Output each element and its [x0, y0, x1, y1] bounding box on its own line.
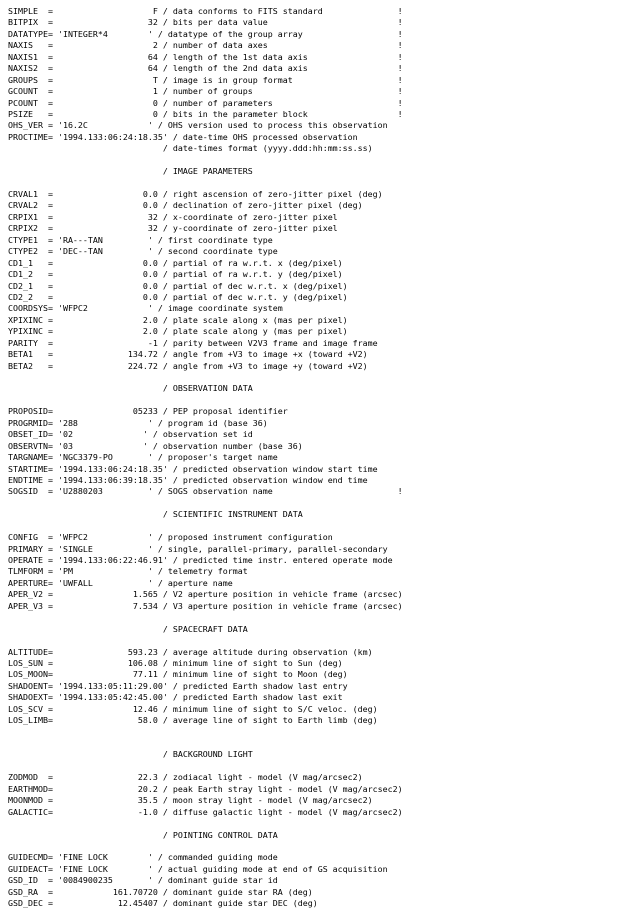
header-line: BITPIX = 32 / bits per data value !: [8, 17, 403, 28]
header-line: PROPOSID= 05233 / PEP proposal identifier: [8, 406, 288, 417]
header-line: / SPACECRAFT DATA: [8, 623, 248, 634]
header-line: COORDSYS= 'WFPC2 ' / image coordinate system: [8, 303, 283, 314]
header-blank-line: [8, 155, 617, 166]
header-line: STARTIME= '1994.133:06:24:18.35' / predicted observation window start time: [8, 463, 378, 474]
header-line: NAXIS = 2 / number of data axes !: [8, 40, 403, 51]
header-blank-line: [8, 727, 617, 738]
header-line: YPIXINC = 2.0 / plate scale along y (mas per pixel): [8, 326, 348, 337]
header-line: CRPIX2 = 32 / y-coordinate of zero-jitter pixel: [8, 223, 338, 234]
header-line: APER_V3 = 7.534 / V3 aperture position in vehicle frame (arcsec): [8, 600, 403, 611]
header-blank-line: [8, 612, 617, 623]
header-blank-line: [8, 738, 617, 749]
header-line: CONFIG = 'WFPC2 ' / proposed instrument configuration: [8, 532, 333, 543]
header-blank-line: [8, 178, 617, 189]
header-line: GCOUNT = 1 / number of groups !: [8, 86, 403, 97]
header-line: PRIMARY = 'SINGLE ' / single, parallel-primary, parallel-secondary: [8, 543, 388, 554]
header-line: CRVAL2 = 0.0 / declination of zero-jitter pixel (deg): [8, 200, 363, 211]
header-line: PROCTIME= '1994.133:06:24:18.35' / date-time OHS processed observation: [8, 131, 358, 142]
header-line: BETA2 = 224.72 / angle from +V3 to image +y (toward +V2): [8, 360, 368, 371]
header-blank-line: [8, 521, 617, 532]
header-line: GALACTIC= -1.0 / diffuse galactic light - model (V mag/arcsec2): [8, 806, 403, 817]
header-line: MOONMOD = 35.5 / moon stray light - model (V mag/arcsec2): [8, 795, 373, 806]
header-line: SHADOENT= '1994.133:05:11:29.00' / predicted Earth shadow last entry: [8, 680, 348, 691]
header-line: APER_V2 = 1.565 / V2 aperture position in vehicle frame (arcsec): [8, 589, 403, 600]
header-line: CTYPE1 = 'RA---TAN ' / first coordinate type: [8, 234, 273, 245]
header-line: LOS_SCV = 12.46 / minimum line of sight to S/C veloc. (deg): [8, 703, 378, 714]
header-line: PARITY = -1 / parity between V2V3 frame and image frame: [8, 337, 378, 348]
header-line: CD2_1 = 0.0 / partial of dec w.r.t. x (deg/pixel): [8, 280, 348, 291]
header-blank-line: [8, 372, 617, 383]
header-line: NAXIS1 = 64 / length of the 1st data axis !: [8, 51, 403, 62]
header-line: TLMFORM = 'PM ' / telemetry format: [8, 566, 248, 577]
header-line: GSD_ID = '0084900235 ' / dominant guide star id: [8, 875, 278, 886]
header-line: / date-times format (yyyy.ddd:hh:mm:ss.ss): [8, 143, 373, 154]
header-line: SOGSID = 'U2880203 ' / SOGS observation name !: [8, 486, 403, 497]
header-line: PCOUNT = 0 / number of parameters !: [8, 97, 403, 108]
header-line: ENDTIME = '1994.133:06:39:18.35' / predicted observation window end time: [8, 474, 368, 485]
header-line: CD2_2 = 0.0 / partial of dec w.r.t. y (deg/pixel): [8, 291, 348, 302]
header-line: BETA1 = 134.72 / angle from +V3 to image +x (toward +V2): [8, 349, 368, 360]
header-line: ALTITUDE= 593.23 / average altitude during observation (km): [8, 646, 373, 657]
header-line: GROUPS = T / image is in group format !: [8, 74, 403, 85]
header-line: / OBSERVATION DATA: [8, 383, 253, 394]
header-line: LOS_SUN = 106.08 / minimum line of sight to Sun (deg): [8, 657, 343, 668]
header-line: / POINTING CONTROL DATA: [8, 829, 278, 840]
header-line: PSIZE = 0 / bits in the parameter block !: [8, 108, 403, 119]
header-line: DATATYPE= 'INTEGER*4 ' / datatype of the group array !: [8, 28, 403, 39]
header-line: LOS_MOON= 77.11 / minimum line of sight to Moon (deg): [8, 669, 348, 680]
header-line: GSD_DEC = 12.45407 / dominant guide star DEC (deg): [8, 898, 318, 909]
header-line: NAXIS2 = 64 / length of the 2nd data axis !: [8, 63, 403, 74]
header-line: / IMAGE PARAMETERS: [8, 166, 253, 177]
header-line: OBSERVTN= '03 ' / observation number (base 36): [8, 440, 303, 451]
header-line: GUIDEACT= 'FINE LOCK ' / actual guiding mode at end of GS acquisition: [8, 863, 388, 874]
header-line: LOS_LIMB= 58.0 / average line of sight to Earth limb (deg): [8, 715, 378, 726]
header-line: / SCIENTIFIC INSTRUMENT DATA: [8, 509, 303, 520]
header-line: TARGNAME= 'NGC3379-PO ' / proposer's target name: [8, 452, 278, 463]
header-line: EARTHMOD= 20.2 / peak Earth stray light - model (V mag/arcsec2): [8, 783, 403, 794]
header-line: / BACKGROUND LIGHT: [8, 749, 253, 760]
header-line: CD1_1 = 0.0 / partial of ra w.r.t. x (deg/pixel): [8, 257, 343, 268]
header-blank-line: [8, 498, 617, 509]
header-line: CTYPE2 = 'DEC--TAN ' / second coordinate type: [8, 246, 278, 257]
header-line: PROGRMID= '288 ' / program id (base 36): [8, 417, 268, 428]
header-line: CD1_2 = 0.0 / partial of ra w.r.t. y (deg/pixel): [8, 269, 343, 280]
header-line: APERTURE= 'UWFALL ' / aperture name: [8, 577, 233, 588]
header-blank-line: [8, 761, 617, 772]
header-line: OPERATE = '1994.133:06:22:46.91' / predicted time instr. entered operate mode: [8, 555, 393, 565]
header-line: ZODMOD = 22.3 / zodiacal light - model (V mag/arcsec2): [8, 772, 363, 783]
header-line: CRPIX1 = 32 / x-coordinate of zero-jitter pixel: [8, 211, 338, 222]
header-line: CRVAL1 = 0.0 / right ascension of zero-jitter pixel (deg): [8, 189, 383, 199]
header-blank-line: [8, 818, 617, 829]
header-line: OBSET_ID= '02 ' / observation set id: [8, 429, 253, 440]
header-line: SHADOEXT= '1994.133:05:42:45.00' / predicted Earth shadow last exit: [8, 692, 343, 703]
header-blank-line: [8, 635, 617, 646]
header-line: GSD_RA = 161.70720 / dominant guide star RA (deg): [8, 886, 313, 897]
header-line: SIMPLE = F / data conforms to FITS standard !: [8, 6, 403, 16]
header-blank-line: [8, 395, 617, 406]
header-line: XPIXINC = 2.0 / plate scale along x (mas per pixel): [8, 314, 348, 325]
header-line: GUIDECMD= 'FINE LOCK ' / commanded guiding mode: [8, 852, 278, 863]
header-line: OHS_VER = '16.2C ' / OHS version used to process this observation: [8, 120, 388, 131]
header-blank-line: [8, 841, 617, 852]
